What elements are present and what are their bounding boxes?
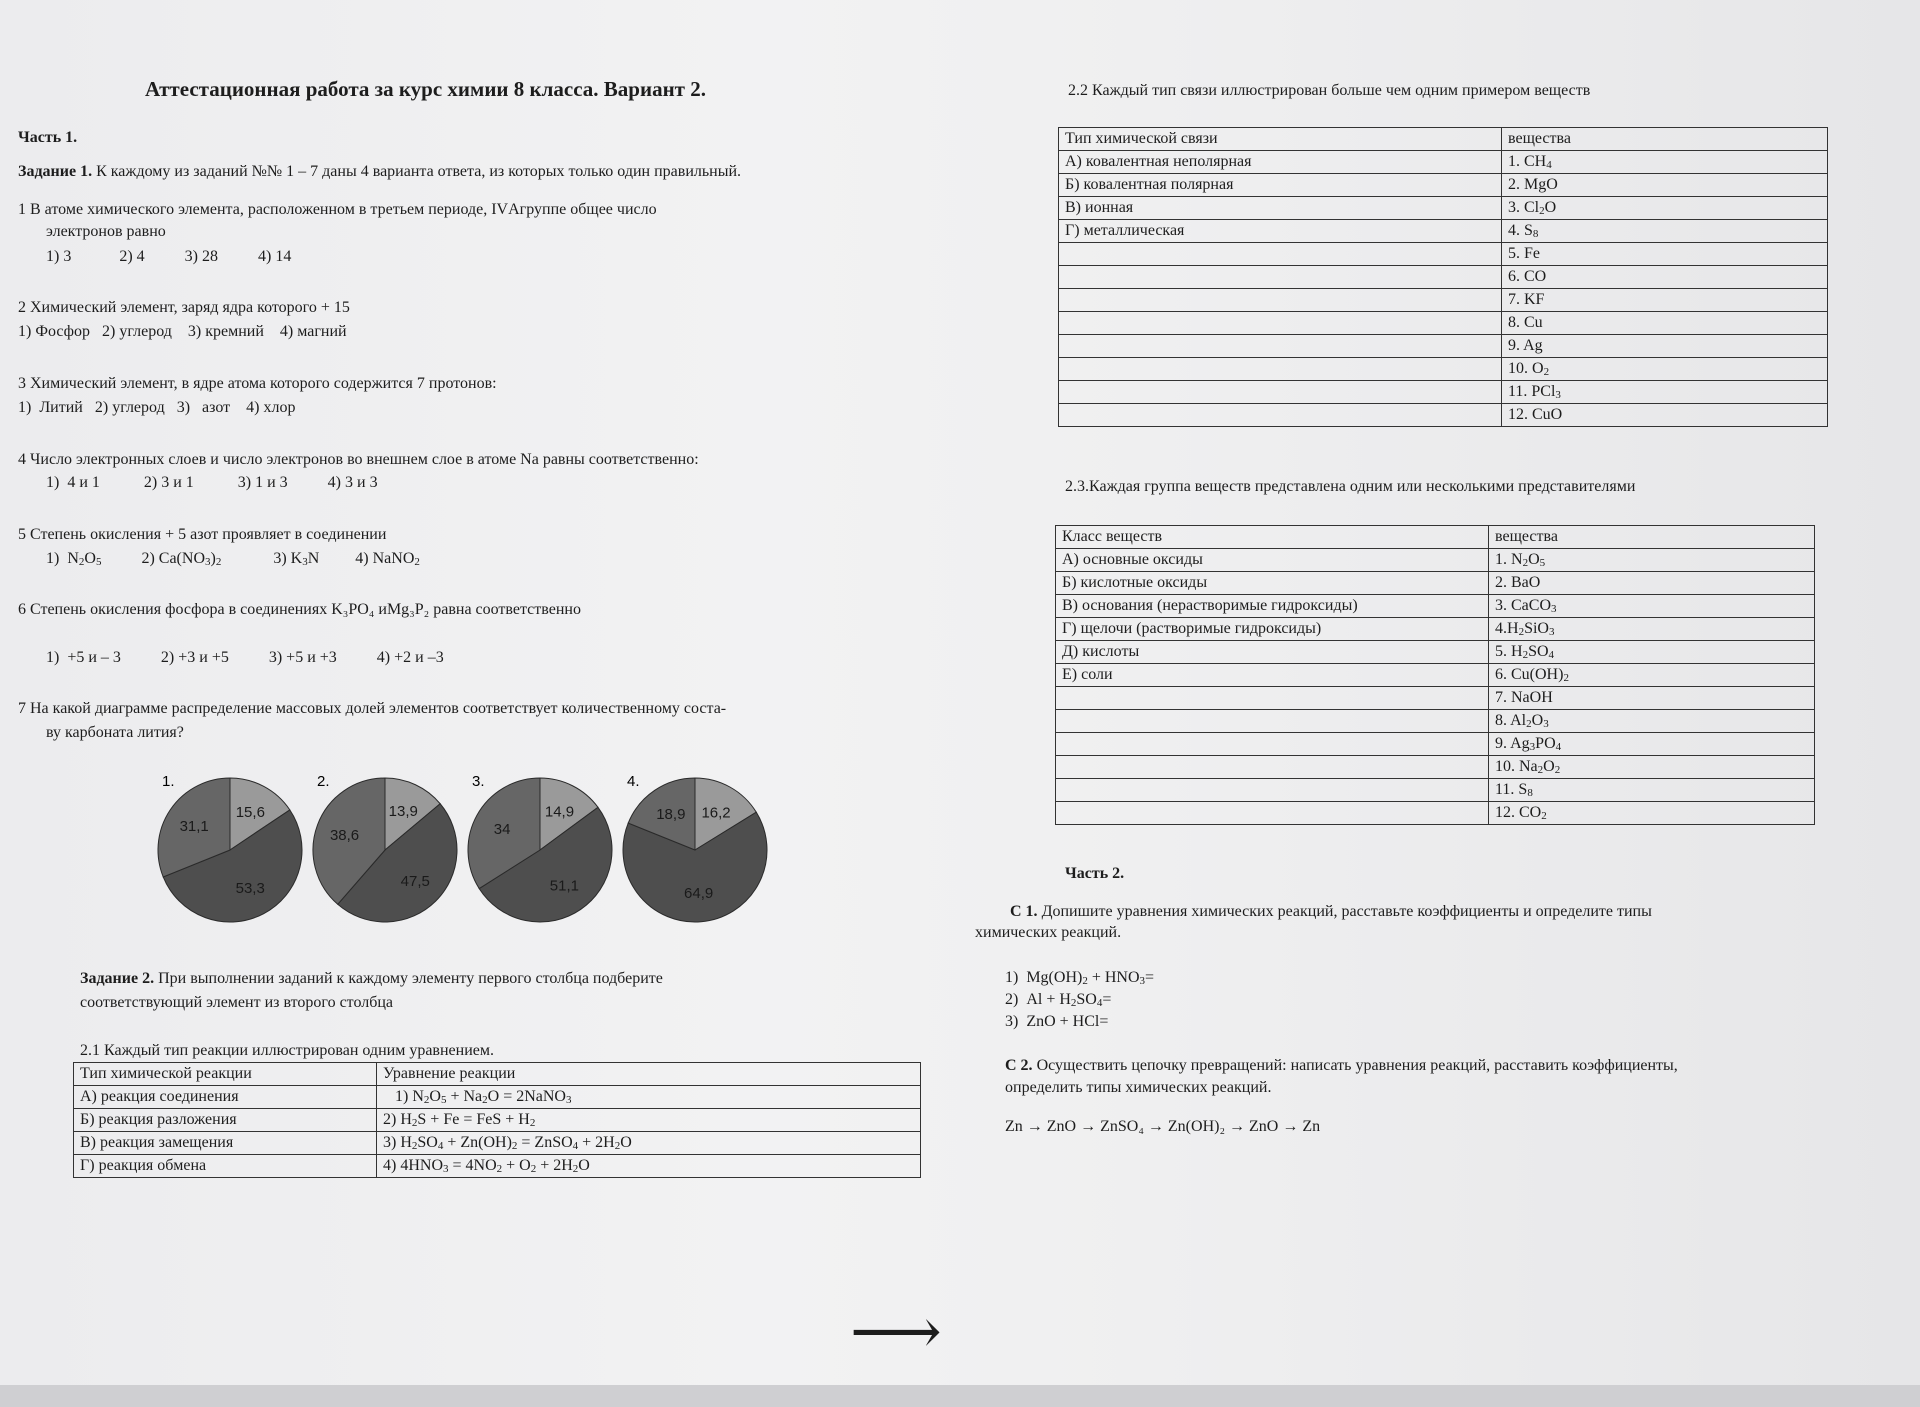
task2-2-heading: 2.2 Каждый тип связи иллюстрирован больше чем одним примером веществ <box>1068 82 1591 99</box>
table22-cell <box>1059 243 1502 266</box>
table22-cell <box>1059 266 1502 289</box>
table21-cell: В) реакция замещения <box>74 1132 377 1155</box>
pie-value-label: 53,3 <box>235 880 265 898</box>
c1-text-b: химических реакций. <box>975 924 1122 941</box>
table22-cell: Г) металлическая <box>1059 220 1502 243</box>
pie-value-label: 51,1 <box>549 877 579 895</box>
c2-text-b: определить типы химических реакций. <box>1005 1079 1272 1096</box>
next-page-arrow: ⟶ <box>850 1296 942 1367</box>
q5-options: 1) $N_2O_5$ 2) $Ca(NO_3)_2$ 3) $K_3N$ 4) NaNO$_2$ <box>46 550 420 568</box>
table22-cell <box>1059 381 1502 404</box>
table23-substance: 12. $CO_2$ <box>1489 802 1815 825</box>
desk-edge <box>0 1385 1920 1407</box>
table22-cell <box>1059 358 1502 381</box>
c1-reactions <box>1005 967 1154 1033</box>
table22-cell <box>1059 335 1502 358</box>
table23-cell <box>1056 802 1489 825</box>
table22-header-type: Тип химической связи <box>1059 128 1502 151</box>
table22-cell: А) ковалентная неполярная <box>1059 151 1502 174</box>
table23-substance: 8. $Al_2O_3$ <box>1489 710 1815 733</box>
c2-text-a <box>1005 1055 1678 1077</box>
table22-substance: 7. KF <box>1502 289 1828 312</box>
table23-substance: 10. $Na_2O_2$ <box>1489 756 1815 779</box>
table21-cell: Г) реакция обмена <box>74 1155 377 1178</box>
table21-equation: 2) $H_2S + Fe$ = FeS + $H_2$ <box>377 1109 921 1132</box>
table23-header-class: Класс веществ <box>1056 526 1489 549</box>
table23-cell: Б) кислотные оксиды <box>1056 572 1489 595</box>
table22-cell <box>1059 289 1502 312</box>
table22-substance: 8. Cu <box>1502 312 1828 335</box>
part1-heading: Часть 1. <box>18 129 78 146</box>
c1-reaction-3: 3) ZnO + HCl= <box>1005 1013 1109 1030</box>
q6-text: 6 Степень окисления фосфора в соединениях K₃PO₄ иMg₃P₂ равна соответственно <box>18 601 581 618</box>
table23-substance: 7. NaOH <box>1489 687 1815 710</box>
pie-charts <box>150 768 780 928</box>
pie-number-label: 2. <box>317 773 330 790</box>
pie-number-label: 3. <box>472 773 485 790</box>
q7-text-a: 7 На какой диаграмме распределение массовых долей элементов соответствует количественному соста- <box>18 700 727 717</box>
task1-text <box>18 161 741 183</box>
table21-equation: 3) $H_2SO_4 + Zn(OH)_2$ = ZnSO$_4$ + $2H_2O$ <box>377 1132 921 1155</box>
c2-chain: Zn → ZnO → ZnSO₄ → Zn(OH)₂ → ZnO → Zn <box>1005 1118 1321 1135</box>
pie-value-label: 38,6 <box>329 826 360 844</box>
c2-body: Осуществить цепочку превращений: написать уравнения реакций, расставить коэффициенты, <box>1036 1057 1678 1074</box>
c1-lead: С 1. <box>1010 903 1038 920</box>
table23-substance: 11. $S_8$ <box>1489 779 1815 802</box>
q5-text: 5 Степень окисления + 5 азот проявляет в соединении <box>18 526 387 543</box>
table22-substance: 11. PCl$_3$ <box>1502 381 1828 404</box>
table23-substance: 9. $Ag_3PO_4$ <box>1489 733 1815 756</box>
table21-cell: А) реакция соединения <box>74 1086 377 1109</box>
table23-substance: $4.H_2SiO_3$ <box>1489 618 1815 641</box>
pie-value-label: 18,9 <box>656 806 686 824</box>
table23-cell <box>1056 687 1489 710</box>
task2-3-heading: 2.3.Каждая группа веществ представлена одним или несколькими представителями <box>1065 478 1636 495</box>
table22-substance: 5. Fe <box>1502 243 1828 266</box>
c1-text-a <box>1010 901 1652 923</box>
table23-substance: 6. $Cu(OH)_2$ <box>1489 664 1815 687</box>
pie-number-label: 1. <box>162 773 175 790</box>
table22-substance: 4. $S_8$ <box>1502 220 1828 243</box>
q7-text-b: ву карбоната лития? <box>46 724 184 741</box>
table23-cell <box>1056 756 1489 779</box>
table22-cell: Б) ковалентная полярная <box>1059 174 1502 197</box>
c1-reaction-2: 2) $Al + H_2SO_4=$ <box>1005 991 1112 1009</box>
table23-cell: В) основания (нерастворимые гидроксиды) <box>1056 595 1489 618</box>
table22-cell <box>1059 312 1502 335</box>
table-2-1 <box>73 1062 921 1178</box>
c1-body: Допишите уравнения химических реакций, расставьте коэффициенты и определите типы <box>1041 903 1652 920</box>
table21-equation: 1) $N_2O_5 + Na_2O$ = 2NaNO$_3$ <box>377 1086 921 1109</box>
pie-value-label: 16,2 <box>701 804 731 822</box>
q2-options: 1) Фосфор 2) углерод 3) кремний 4) магний <box>18 323 347 340</box>
table-2-2 <box>1058 127 1828 427</box>
table23-substance: 3. CaCO$_3$ <box>1489 595 1815 618</box>
table21-equation: 4) $4HNO_3 = 4NO_2 + O_2 + 2H_2O$ <box>377 1155 921 1178</box>
task2-text-a <box>80 968 663 990</box>
q3-text: 3 Химический элемент, в ядре атома которого содержится 7 протонов: <box>18 375 497 392</box>
q1-text-b: электронов равно <box>46 223 166 240</box>
table22-substance: 9. Ag <box>1502 335 1828 358</box>
c2-lead: С 2. <box>1005 1057 1033 1074</box>
table23-substance: 5. $H_2SO_4$ <box>1489 641 1815 664</box>
table21-header-equation: Уравнение реакции <box>377 1063 921 1086</box>
table23-header-substances: вещества <box>1489 526 1815 549</box>
table23-cell: Д) кислоты <box>1056 641 1489 664</box>
task1-lead: Задание 1. <box>18 163 93 180</box>
part2-heading: Часть 2. <box>1065 865 1125 882</box>
q3-options: 1) Литий 2) углерод 3) азот 4) хлор <box>18 399 296 416</box>
c1-reaction-1: 1) $Mg(OH)_2 + HNO_3=$ <box>1005 969 1155 987</box>
table22-substance: 12. CuO <box>1502 404 1828 427</box>
q4-options: 1) 4 и 1 2) 3 и 1 3) 1 и 3 4) 3 и 3 <box>46 474 378 491</box>
table23-substance: 2. BaO <box>1489 572 1815 595</box>
table21-header-type: Тип химической реакции <box>74 1063 377 1086</box>
table-2-3 <box>1055 525 1815 825</box>
table22-substance: 3. $Cl_2O$ <box>1502 197 1828 220</box>
pie-value-label: 14,9 <box>544 803 575 821</box>
pie-value-label: 15,6 <box>235 803 265 821</box>
table23-substance: 1. $N_2O_5$ <box>1489 549 1815 572</box>
task2-text-b: соответствующий элемент из второго столбца <box>80 994 394 1011</box>
table22-cell: В) ионная <box>1059 197 1502 220</box>
pie-number-label: 4. <box>627 773 640 790</box>
task2-1-heading: 2.1 Каждый тип реакции иллюстрирован одним уравнением. <box>80 1042 494 1059</box>
table23-cell: А) основные оксиды <box>1056 549 1489 572</box>
task1-body: К каждому из заданий №№ 1 – 7 даны 4 варианта ответа, из которых только один правильный. <box>96 163 742 180</box>
table22-substance: 6. CO <box>1502 266 1828 289</box>
table22-header-substances: вещества <box>1502 128 1828 151</box>
q1-text-a: 1 В атоме химического элемента, расположенном в третьем периоде, IVАгруппе общее число <box>18 201 657 218</box>
pie-value-label: 64,9 <box>684 885 714 903</box>
pie-value-label: 34 <box>493 821 511 839</box>
table23-cell: Е) соли <box>1056 664 1489 687</box>
table23-cell <box>1056 779 1489 802</box>
table23-cell <box>1056 733 1489 756</box>
q2-text: 2 Химический элемент, заряд ядра которого + 15 <box>18 299 350 316</box>
page-title: Аттестационная работа за курс химии 8 класса. Вариант 2. <box>145 77 707 101</box>
q4-text: 4 Число электронных слоев и число электронов во внешнем слое в атоме Na равны соответственно: <box>18 451 699 468</box>
table22-substance: 1. $CH_4$ <box>1502 151 1828 174</box>
pie-value-label: 47,5 <box>400 872 430 890</box>
table22-substance: 2. MgO <box>1502 174 1828 197</box>
table23-cell <box>1056 710 1489 733</box>
pie-value-label: 13,9 <box>388 802 418 820</box>
table22-cell <box>1059 404 1502 427</box>
q6-options: 1) +5 и – 3 2) +3 и +5 3) +5 и +3 4) +2 и –3 <box>46 649 444 666</box>
table23-cell: Г) щелочи (растворимые гидроксиды) <box>1056 618 1489 641</box>
pie-value-label: 31,1 <box>179 817 209 835</box>
q1-options: 1) 3 2) 4 3) 28 4) 14 <box>46 248 292 265</box>
task2-lead: Задание 2. <box>80 970 155 987</box>
table21-cell: Б) реакция разложения <box>74 1109 377 1132</box>
task2-body-a: При выполнении заданий к каждому элементу первого столбца подберите <box>158 970 663 987</box>
table22-substance: 10. $O_2$ <box>1502 358 1828 381</box>
